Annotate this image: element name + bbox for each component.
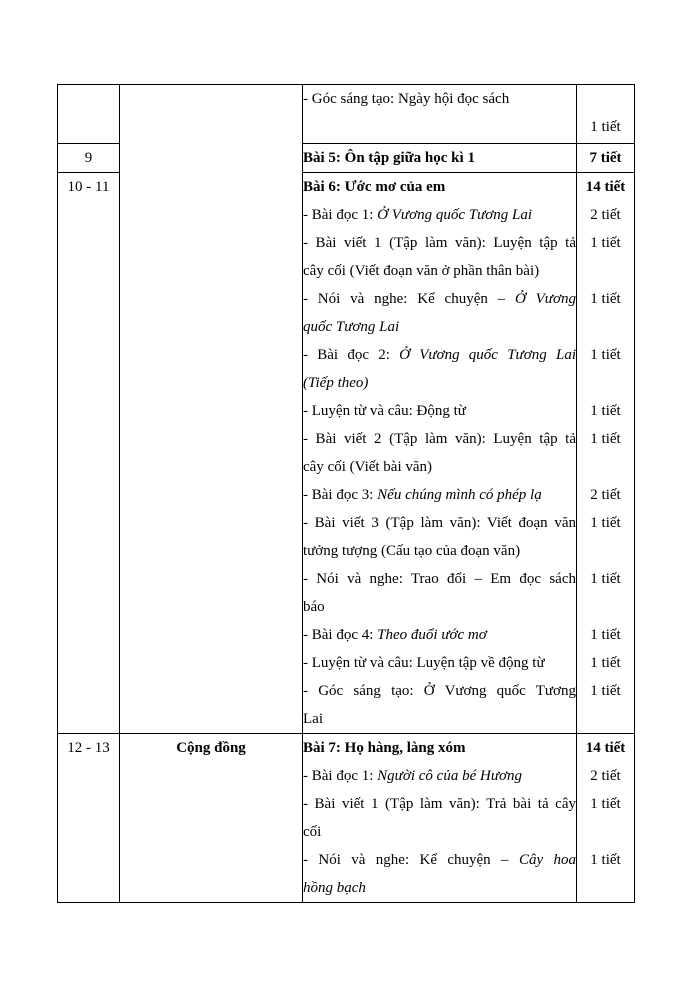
lesson-item-cont: tưởng tượng (Cấu tạo của đoạn văn) xyxy=(303,543,521,559)
week-number: 12 - 13 xyxy=(67,740,110,756)
periods-value: 1 tiết xyxy=(590,655,621,671)
lesson-item: - Bài đọc 3: Nếu chúng mình có phép lạ xyxy=(303,487,542,503)
lesson-item-cont: hồng bạch xyxy=(303,880,366,896)
lesson-cell xyxy=(303,173,577,734)
reading-title: Theo đuổi ước mơ xyxy=(377,627,487,643)
lesson-cell xyxy=(303,85,577,144)
week-cell xyxy=(58,173,120,734)
periods-value: 1 tiết xyxy=(590,515,621,531)
lesson-item: - Luyện từ và câu: Luyện tập về động từ xyxy=(303,655,545,671)
story-title: Cây hoa xyxy=(518,852,576,868)
lesson-title: Bài 5: Ôn tập giữa học kì 1 xyxy=(303,150,475,166)
lesson-item: - Bài viết 2 (Tập làm văn): Luyện tập tả xyxy=(303,431,576,447)
table-row xyxy=(58,734,635,903)
lesson-item-cont: (Tiếp theo) xyxy=(303,375,369,391)
theme-cell xyxy=(120,734,303,903)
periods-value: 1 tiết xyxy=(590,119,621,135)
lesson-item-cont: Lai xyxy=(303,711,323,727)
periods-value: 1 tiết xyxy=(590,571,621,587)
lesson-item: - Luyện từ và câu: Động từ xyxy=(303,403,466,419)
periods-value: 1 tiết xyxy=(590,627,621,643)
periods-cell xyxy=(577,734,635,903)
periods-value: 2 tiết xyxy=(590,487,621,503)
periods-value: 1 tiết xyxy=(590,347,621,363)
lesson-item: - Nói và nghe: Kể chuyện – Cây hoa xyxy=(303,852,576,868)
periods-value: 1 tiết xyxy=(590,431,621,447)
periods-total: 7 tiết xyxy=(589,150,622,166)
periods-value: 2 tiết xyxy=(590,768,621,784)
lesson-item: - Bài đọc 1: Người cô của bé Hương xyxy=(303,768,523,784)
lesson-item-cont: cối xyxy=(303,824,322,840)
table-row xyxy=(58,85,635,144)
theme-cell xyxy=(120,85,303,734)
lesson-item: - Nói và nghe: Trao đổi – Em đọc sách xyxy=(303,571,576,587)
periods-value: 1 tiết xyxy=(590,403,621,419)
lesson-cell xyxy=(303,734,577,903)
reading-title: Người cô của bé Hương xyxy=(377,768,523,784)
week-number: 9 xyxy=(84,150,93,166)
theme-name: Cộng đồng xyxy=(176,740,246,756)
week-number: 10 - 11 xyxy=(67,179,110,195)
lesson-item-cont: cây cối (Viết bài văn) xyxy=(303,459,433,475)
reading-title: Ở Vương quốc Tương Lai xyxy=(399,347,576,363)
lesson-item: - Bài viết 1 (Tập làm văn): Luyện tập tả xyxy=(303,235,576,251)
periods-cell xyxy=(577,173,635,734)
lesson-item: - Bài viết 3 (Tập làm văn): Viết đoạn văn xyxy=(303,515,576,531)
lesson-item: - Bài viết 1 (Tập làm văn): Trả bài tả cây xyxy=(303,796,576,812)
periods-value: 1 tiết xyxy=(590,291,621,307)
lesson-item: - Góc sáng tạo: Ở Vương quốc Tương xyxy=(303,683,576,699)
lesson-item-cont: quốc Tương Lai xyxy=(303,319,400,335)
reading-title: Ở Vương quốc Tương Lai xyxy=(377,207,533,223)
lesson-plan-table xyxy=(57,84,635,903)
story-title: Ở Vương xyxy=(515,291,576,307)
periods-cell xyxy=(577,144,635,173)
lesson-item: - Bài đọc 1: Ở Vương quốc Tương Lai xyxy=(303,207,533,223)
periods-total: 14 tiết xyxy=(585,740,626,756)
lesson-title: Bài 6: Ước mơ của em xyxy=(303,179,446,195)
periods-value: 1 tiết xyxy=(590,852,621,868)
lesson-title: Bài 7: Họ hàng, làng xóm xyxy=(303,740,466,756)
lesson-item-cont: cây cối (Viết đoạn văn ở phần thân bài) xyxy=(303,263,540,279)
lesson-item: - Bài đọc 4: Theo đuổi ước mơ xyxy=(303,627,487,643)
week-cell xyxy=(58,144,120,173)
lesson-item: - Nói và nghe: Kể chuyện – Ở Vương xyxy=(303,291,576,307)
week-cell xyxy=(58,85,120,144)
periods-total: 14 tiết xyxy=(585,179,626,195)
lesson-line: - Góc sáng tạo: Ngày hội đọc sách xyxy=(303,91,510,107)
periods-value: 1 tiết xyxy=(590,796,621,812)
lesson-cell xyxy=(303,144,577,173)
lesson-item-cont: báo xyxy=(303,599,325,615)
periods-value: 1 tiết xyxy=(590,235,621,251)
periods-cell xyxy=(577,85,635,144)
reading-title: Nếu chúng mình có phép lạ xyxy=(377,487,542,503)
lesson-item: - Bài đọc 2: Ở Vương quốc Tương Lai xyxy=(303,347,576,363)
periods-value: 1 tiết xyxy=(590,683,621,699)
week-cell xyxy=(58,734,120,903)
periods-value: 2 tiết xyxy=(590,207,621,223)
